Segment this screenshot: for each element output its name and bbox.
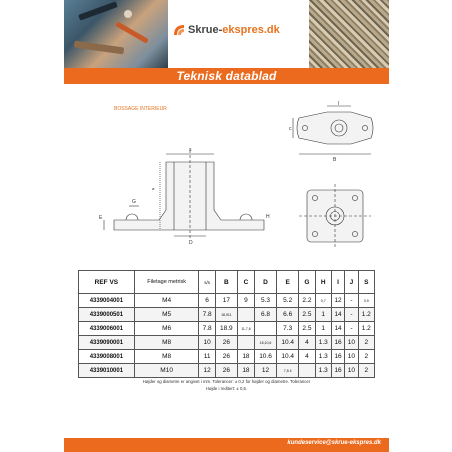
cell: 18,10,6	[254, 336, 276, 350]
cell-ref: 4339008001	[79, 350, 135, 364]
cell: 18,911	[215, 308, 237, 322]
cell: 6.8	[254, 308, 276, 322]
cell: 26	[215, 336, 237, 350]
cell: 0,7	[315, 294, 331, 308]
dim-c-label: c	[289, 126, 292, 132]
cell: 14	[331, 308, 344, 322]
table-row	[79, 294, 375, 308]
dim-e-label: E	[99, 215, 103, 221]
header-i: I	[331, 271, 344, 294]
cell: 18.9	[215, 322, 237, 336]
cell: 2	[358, 336, 374, 350]
cell: -	[345, 294, 358, 308]
cell: 5.2	[277, 294, 299, 308]
cell: 18	[237, 350, 254, 364]
dim-l-label: l	[338, 101, 340, 107]
header-c: C	[237, 271, 254, 294]
page-title: Teknisk datablad	[176, 69, 277, 83]
header-banner	[64, 0, 389, 68]
footer-bar	[64, 438, 389, 452]
cell: 6.6	[277, 308, 299, 322]
cell: 11,7,6	[237, 322, 254, 336]
dim-s-label: s	[189, 147, 192, 153]
header-b: B	[215, 271, 237, 294]
screws-photo	[309, 0, 389, 68]
tolerance-note: Højder og diametre er angivet i mm. Tolerancer: ± 0,2 for højder og diametre. Tolerancer	[142, 379, 311, 384]
cell: 26	[215, 364, 237, 378]
cell: 1.2	[358, 322, 374, 336]
cell: 10.6	[254, 350, 276, 364]
cell: 10.4	[277, 350, 299, 364]
cell: 4	[299, 336, 315, 350]
cell: M5	[134, 308, 199, 322]
cell: 14	[331, 322, 344, 336]
cell: 1.2	[358, 308, 374, 322]
cell: 10	[199, 336, 215, 350]
cell: 4	[299, 350, 315, 364]
datasheet-page	[64, 0, 389, 452]
header-s2: S	[358, 271, 374, 294]
side-section-drawing	[94, 140, 274, 250]
top-view-drawing	[289, 100, 379, 170]
header-d: D	[254, 271, 276, 294]
dimensions-table	[78, 270, 375, 378]
logo-mark-icon	[172, 23, 186, 37]
cell-ref: 4339004001	[79, 294, 135, 308]
cell	[237, 308, 254, 322]
rotated-view-drawing	[289, 180, 379, 255]
cell: M4	[134, 294, 199, 308]
cell: 18	[237, 364, 254, 378]
cell: M6	[134, 322, 199, 336]
cell: M8	[134, 350, 199, 364]
table-row	[79, 364, 375, 378]
drawing-label: BOSSAGE INTERIEUR	[114, 106, 167, 112]
tolerance-note-2: Højde i reditert: ± 0,5.	[205, 386, 248, 391]
cell: 2.5	[299, 308, 315, 322]
cell: 12	[254, 364, 276, 378]
header-ref: REF VS	[79, 271, 135, 294]
support-email-link[interactable]: kundeservice@skrue-ekspres.dk	[287, 440, 381, 446]
cell: -	[345, 308, 358, 322]
cell: 9	[237, 294, 254, 308]
cell-ref: 4339010001	[79, 364, 135, 378]
cell: 1.3	[315, 364, 331, 378]
title-bar	[64, 68, 389, 84]
cell: -	[345, 322, 358, 336]
header-j: J	[345, 271, 358, 294]
cell-ref: 4339090001	[79, 336, 135, 350]
table-row	[79, 308, 375, 322]
cell: 7.8	[199, 322, 215, 336]
header-g: G	[299, 271, 315, 294]
cell: 2.5	[299, 322, 315, 336]
cell: 10.4	[277, 336, 299, 350]
cell: 16	[331, 350, 344, 364]
cell	[299, 364, 315, 378]
cell: 1	[315, 308, 331, 322]
cell: 16	[331, 364, 344, 378]
cell: 7.3	[277, 322, 299, 336]
cell: 17	[215, 294, 237, 308]
cell: 1.3	[315, 350, 331, 364]
dim-g-label: G	[132, 199, 136, 205]
dim-d-label: D	[189, 240, 193, 246]
header-thread: Filetage metrisk	[134, 271, 199, 294]
cell: 5.3	[254, 294, 276, 308]
cell: 1	[315, 322, 331, 336]
cell: 10	[345, 336, 358, 350]
cell: 7,5 4	[277, 364, 299, 378]
cell-ref: 4339000501	[79, 308, 135, 322]
dim-b-label: B	[333, 157, 337, 163]
cell	[237, 336, 254, 350]
logo-text: Skrue-ekspres.dk	[188, 24, 280, 36]
tools-photo	[64, 0, 168, 68]
table-row	[79, 336, 375, 350]
header-e: E	[277, 271, 299, 294]
cell: 1.3	[315, 336, 331, 350]
cell: 11	[199, 350, 215, 364]
cell: 2	[358, 364, 374, 378]
dim-h-label: H	[266, 214, 270, 220]
cell: 26	[215, 350, 237, 364]
table-row	[79, 350, 375, 364]
cell: M8	[134, 336, 199, 350]
table-row	[79, 322, 375, 336]
cell: 2.2	[299, 294, 315, 308]
cell: M10	[134, 364, 199, 378]
cell: 16	[331, 336, 344, 350]
cell-ref: 4339006001	[79, 322, 135, 336]
cell: 0,9	[358, 294, 374, 308]
cell: 2	[358, 350, 374, 364]
cell: 7.8	[199, 308, 215, 322]
logo[interactable]	[168, 0, 309, 68]
cell: 6	[199, 294, 215, 308]
cell: 12	[199, 364, 215, 378]
table-header-row	[79, 271, 375, 294]
header-h: H	[315, 271, 331, 294]
dim-dia-label: ø	[152, 186, 155, 191]
cell: 10	[345, 364, 358, 378]
cell: 12	[331, 294, 344, 308]
header-s: s/s	[199, 271, 215, 294]
cell: 10	[345, 350, 358, 364]
cell	[254, 322, 276, 336]
